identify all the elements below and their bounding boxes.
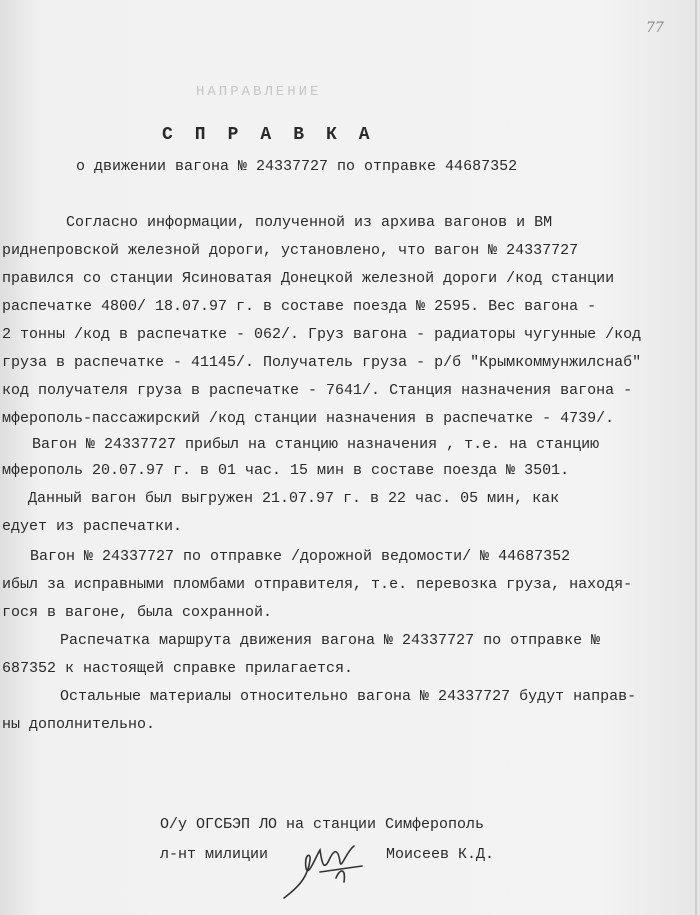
document-title: СПРАВКА — [162, 125, 392, 145]
signatory-rank: л-нт милиции — [160, 846, 269, 863]
signatory-position: О/у ОГСБЭП ЛО на станции Симферополь — [160, 816, 485, 833]
body-line: ны дополнительно. — [2, 716, 156, 733]
body-line: ибыл за исправными пломбами отправителя, т.е. перевозка груза, находя- — [2, 576, 633, 593]
document-subtitle: о движении вагона № 24337727 по отправке 44687352 — [76, 158, 518, 175]
body-line: правился со станции Ясиноватая Донецкой железной дороги /код станции — [2, 270, 615, 287]
body-line: Данный вагон был выгружен 21.07.97 г. в 22 час. 05 мин, как — [28, 490, 560, 507]
bleed-through-text: НАПРАВЛЕНИЕ — [196, 84, 322, 100]
signatory-name: Моисеев К.Д. — [386, 846, 495, 863]
body-line: код получателя груза в распечатке - 7641/. Станция назначения вагона - — [2, 382, 633, 399]
body-line: распечатке 4800/ 18.07.97 г. в составе поезда № 2595. Вес вагона - — [2, 298, 597, 315]
handwritten-signature — [280, 838, 370, 904]
body-line: Остальные материалы относительно вагона № 24337727 будут направ- — [60, 688, 637, 705]
page-number: 77 — [646, 20, 664, 36]
body-line: Вагон № 24337727 прибыл на станцию назначения , т.е. на станцию — [32, 436, 600, 453]
body-line: Распечатка маршрута движения вагона № 24337727 по отправке № — [60, 632, 601, 649]
body-line: мферополь 20.07.97 г. в 01 час. 15 мин в составе поезда № 3501. — [2, 462, 570, 479]
body-line: гося в вагоне, была сохранной. — [2, 604, 273, 621]
body-line: мферополь-пассажирский /код станции назначения в распечатке - 4739/. — [2, 410, 615, 427]
body-line: Согласно информации, полученной из архива вагонов и ВМ — [66, 214, 553, 231]
body-line: риднепровской железной дороги, установлено, что вагон № 24337727 — [2, 242, 579, 259]
body-line: груза в распечатке - 41145/. Получатель груза - р/б "Крымкоммунжилснаб" — [2, 354, 642, 371]
body-line: 2 тонны /код в распечатке - 062/. Груз вагона - радиаторы чугунные /код — [2, 326, 642, 343]
body-line: едует из распечатки. — [2, 518, 183, 535]
page-edge-shadow — [695, 0, 697, 915]
body-line: 687352 к настоящей справке прилагается. — [2, 660, 354, 677]
body-line: Вагон № 24337727 по отправке /дорожной ведомости/ № 44687352 — [30, 548, 571, 565]
